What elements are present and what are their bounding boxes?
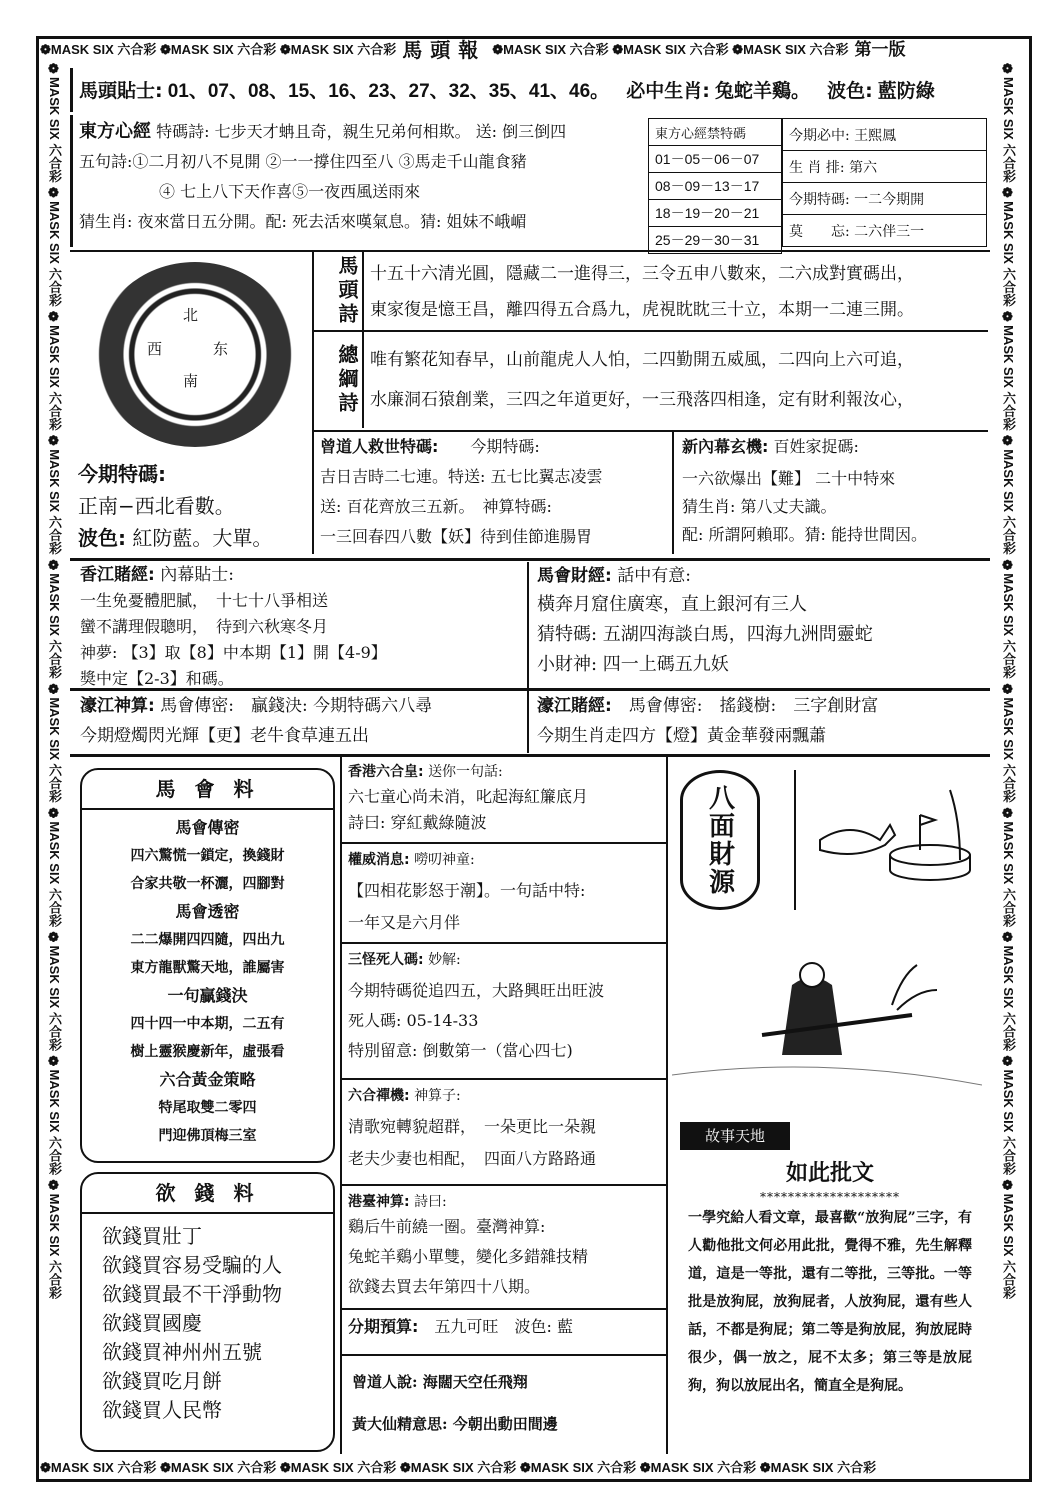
haojiang-calc-line: 馬會傳密: 贏錢決: 今期特碼六八尋 [160, 696, 433, 716]
five-poem-line-1: ①二月初八不見開 ②一一撐住四至八 ③馬走千山龍食豬 [132, 152, 527, 171]
border-pattern: ❁MASK SIX 六合彩 ❁MASK SIX 六合彩 ❁MASK SIX 六合彩 ❁MASK SIX 六合彩 ❁MASK SIX 六合彩 ❁MASK SIX 六合彩 ❁MASK SIX 六合彩 ❁MASK SIX 六合彩 ❁MASK SIX 六合彩 ❁MASK SIX 六合彩 [1001, 62, 1016, 1300]
section-title: 馬會透密 [175, 902, 240, 921]
gt-title: 港臺神算: [348, 1194, 410, 1210]
left-border-strip [40, 62, 68, 1454]
special-color: 紅防藍。大單。 [132, 526, 273, 550]
authority-block [342, 844, 666, 944]
haojiang-bet-block [527, 691, 989, 753]
five-poem-line-2: ④ 七上八下天作喜⑤一夜西風送雨來 [159, 182, 421, 201]
budget-block [342, 1310, 666, 1356]
compass-west: 西 [147, 340, 163, 358]
tips-row [70, 68, 990, 112]
money-box-title: 欲 錢 料 [82, 1174, 333, 1214]
info-label: 今期必中: [789, 127, 850, 144]
special-code-block [78, 458, 308, 554]
story-text: 一學究給人看文章，最喜歡“放狗屁”三字，有人勸他批文何必用此批，覺得不雅，先生解釋道，這是一等批，還有二等批，三等批。一等批是放狗屁，放狗屁者，人放狗屁，還有些人話，不都是狗屁；第二等是狗放屁，狗放屁時很少，偶一放之，屁不太多；第三等是放屁狗，狗以放屁出名，簡直全是狗屁。 [688, 1210, 972, 1394]
xiangjiang-title: 香江賭經: [80, 565, 155, 585]
zeng-sub: 今期特碼: [470, 437, 540, 456]
story-block [680, 1156, 980, 1400]
auth-title: 權威消息: [348, 852, 410, 868]
mahui-material-box [80, 768, 335, 1163]
poem-line: 水廉洞石猿創業，三四之年道更好，一三飛落四相逢，定有財利報汝心， [370, 390, 914, 410]
section-title: 一句贏錢決 [167, 986, 248, 1005]
border-pattern: ❁MASK SIX 六合彩 ❁MASK SIX 六合彩 ❁MASK SIX 六合彩 ❁MASK SIX 六合彩 ❁MASK SIX 六合彩 ❁MASK SIX 六合彩 ❁MASK SIX 六合彩 ❁MASK SIX 六合彩 ❁MASK SIX 六合彩 ❁MASK SIX 六合彩 [47, 62, 62, 1300]
header-title: 馬頭報 [402, 38, 487, 62]
money-item: 欲錢買國慶 [102, 1311, 202, 1335]
poem-line: 唯有繁花知春早，山前龍虎人人怕，二四勤開五威風，二四向上六可追， [370, 350, 914, 370]
guess-zodiac: 猜生肖: 夜來當日五分開。配: 死去活來嘆氣息。猜: 姐妹不峨嵋 [79, 212, 527, 231]
hk-block [342, 756, 666, 844]
box-line: 四十四一中本期，二五有 [130, 1016, 285, 1032]
info-label: 生 肖 排: [789, 159, 845, 176]
gt-line: 兔蛇羊鷄小單雙，變化多錯雜技精 [348, 1247, 589, 1266]
insider-title: 新內幕玄機: [682, 437, 769, 456]
bottom-border-strip [40, 1456, 1028, 1480]
hk-sub: 送你一句話: [428, 764, 503, 780]
budget-title: 分期預算: [348, 1317, 419, 1336]
zen-line: 清歌宛轉貌超群， 一朵更比一朵親 [348, 1117, 597, 1136]
haojiang-calc-block [72, 691, 527, 753]
box-line: 東方龍獸驚天地，誰屬害 [130, 960, 285, 976]
section-title: 馬會傳密 [175, 818, 240, 837]
top-border-strip [40, 38, 1028, 62]
dead-line: 今期特碼從追四五，大路興旺出旺波 [348, 981, 605, 1000]
tips-label: 馬頭貼士: [79, 80, 163, 102]
box-line: 特尾取雙二零四 [158, 1100, 257, 1116]
zen-block [342, 1080, 666, 1186]
xiangjiang-sub: 內幕貼士: [160, 565, 234, 585]
zen-title: 六合禪機: [348, 1088, 410, 1104]
info-value: 一二今期開 [854, 191, 925, 208]
haojiang-bet-title: 濠江賭經: [537, 696, 612, 716]
mahui-box-title: 馬 會 料 [82, 770, 333, 810]
box-line: 二二爆開四四隨，四出九 [130, 932, 285, 948]
zeng-title: 曾道人救世特碼: [320, 437, 439, 456]
border-pattern: ❁MASK SIX 六合彩 ❁MASK SIX 六合彩 ❁MASK SIX 六合彩 [492, 42, 849, 57]
haojiang-bet-line: 今期生肖走四方【燈】黃金華發兩飄蕭 [537, 726, 826, 746]
budget-value: 五九可旺 [434, 1317, 499, 1336]
finance-line: 猜特碼: 五湖四海談白馬，四海九洲問靈蛇 [537, 624, 873, 645]
insider-sub: 百姓家捉碼: [773, 437, 859, 456]
info-label: 莫 忘: [789, 223, 850, 240]
poem-line: 十五十六清光圓，隱藏二一進得三，三令五申八數來，二六成對實碼出， [370, 264, 914, 284]
ban-table-header: 東方心經禁特碼 [649, 119, 782, 146]
info-label: 今期特碼: [789, 191, 850, 208]
section-title: 六合黃金策略 [159, 1070, 256, 1089]
special-color-label: 波色: [78, 526, 126, 550]
box-line: 門迎佛頂梅三室 [158, 1128, 257, 1144]
border-pattern: ❁MASK SIX 六合彩 ❁MASK SIX 六合彩 ❁MASK SIX 六合彩 ❁MASK SIX 六合彩 ❁MASK SIX 六合彩 ❁MASK SIX 六合彩 ❁MASK SIX 六合彩 [40, 1460, 877, 1475]
general-poem-title: 總綱詩 [314, 332, 364, 428]
zeng-line: 一三回春四八數【妖】待到佳節進腸胃 [320, 527, 593, 546]
xiangjiang-line: 一生免憂體肥膩， 十七十八爭相送 [80, 591, 329, 610]
zen-sub: 神算子: [414, 1088, 461, 1104]
dead-sub: 妙解: [428, 952, 461, 968]
box-line: 樹上靈猴慶新年，虛張看 [130, 1044, 285, 1060]
money-item: 欲錢買人民幣 [102, 1398, 222, 1422]
poem-line: 東家復是憶王昌，離四得五合爲九，虎視眈眈三十立，本期一二連三開。 [370, 300, 914, 320]
divider [70, 558, 990, 561]
xiangjiang-line: 神夢: 【3】取【8】中本期【1】開【4-9】 [80, 643, 387, 662]
five-poem-label: 五句詩: [79, 152, 133, 171]
gt-line: 欲錢去買去年第四十八期。 [348, 1277, 541, 1296]
dead-line: 特別留意: 倒數第一（當心四七) [348, 1041, 573, 1060]
insider-line: 一六欲爆出【難】 二十中特來 [682, 469, 896, 488]
zeng-block [312, 432, 672, 554]
haojiang-bet-line: 馬會傳密: 搖錢樹: 三字創財富 [628, 696, 879, 716]
money-item: 欲錢買最不干淨動物 [102, 1282, 282, 1306]
xiangjiang-line: 蠻不講理假聰明， 待到六秋寒冬月 [80, 617, 329, 636]
zeng-saying: 曾道人說: 海闊天空任飛翔 [352, 1373, 528, 1391]
mahui-finance-block [527, 562, 989, 688]
gt-sub: 詩曰: [414, 1194, 447, 1210]
scholar-illustration [672, 945, 982, 1110]
auth-line: 一年又是六月伴 [348, 913, 461, 932]
fortune-badge [680, 770, 760, 910]
border-pattern: ❁MASK SIX 六合彩 ❁MASK SIX 六合彩 ❁MASK SIX 六合彩 [40, 42, 397, 57]
budget-color: 藍 [556, 1317, 573, 1336]
horse-poem-title: 馬頭詩 [314, 252, 364, 330]
color-label: 波色: [827, 80, 873, 102]
wong-saying: 黃大仙精意思: 今朝出動田間邊 [352, 1415, 558, 1433]
special-line: 正南−西北看數。 [78, 494, 235, 518]
gt-line: 鷄后牛前繞一圈。臺灣神算: [348, 1217, 546, 1236]
finance-line: 橫奔月窟住廣寒，直上銀河有三人 [537, 594, 807, 615]
zeng-line: 送: 百花齊放三五新。 神算特碼: [320, 497, 552, 516]
xiangjiang-line: 獎中定【2-3】和碼。 [80, 669, 234, 688]
insider-line: 猜生肖: 第八丈夫識。 [682, 497, 837, 516]
info-value: 第六 [849, 159, 878, 176]
eastern-title: 東方心經 [79, 121, 151, 142]
ban-row: 08－09－13－17 [649, 173, 782, 200]
poems-block [312, 252, 988, 430]
ban-table [648, 118, 782, 254]
eastern-poem: 特碼詩: 七步天才蚺且奇，親生兄弟何相欺。 送: 倒三倒四 [156, 122, 567, 141]
compass-image [95, 262, 295, 447]
zeng-line: 吉日吉時二七連。特送: 五七比翼志凌雲 [320, 467, 603, 486]
auth-sub: 嘮叨神童: [414, 852, 475, 868]
xiangjiang-block [72, 562, 527, 688]
hk-title: 香港六合皇: [348, 764, 424, 780]
side-info [782, 118, 987, 247]
money-item: 欲錢買壯丁 [102, 1224, 202, 1248]
deer-illustration [770, 770, 980, 910]
dead-title: 三怪死人碼: [348, 952, 424, 968]
zodiac-value: 兔蛇羊鷄。 [714, 80, 810, 102]
gangtai-block [342, 1186, 666, 1310]
story-title: 如此批文 [785, 1160, 874, 1186]
zen-line: 老夫少妻也相配， 四面八方路路通 [348, 1149, 597, 1168]
haojiang-calc-line: 今期燈燭閃光輝【更】老牛食草連五出 [80, 726, 369, 746]
mahui-finance-title: 馬會財經: [537, 566, 612, 586]
insider-line: 配: 所謂阿賴耶。猜: 能持世間因。 [682, 525, 927, 544]
ban-row: 25－29－30－31 [649, 227, 782, 254]
money-item: 欲錢買容易受騙的人 [102, 1253, 282, 1277]
finance-line: 小財神: 四一上碼五九妖 [537, 654, 729, 675]
hk-line: 詩曰: 穿紅戴綠隨波 [348, 813, 487, 832]
compass-south: 南 [183, 372, 199, 390]
zodiac-label: 必中生肖: [626, 80, 710, 102]
box-line: 合家共敬一杯灑，四腳對 [130, 876, 285, 892]
color-value: 藍防綠 [877, 80, 935, 102]
info-value: 二六伴三一 [854, 223, 925, 240]
right-border-strip [994, 62, 1022, 1454]
ban-row: 18－19－20－21 [649, 200, 782, 227]
fortune-badge-text: 八面財源 [704, 784, 735, 896]
mahui-finance-sub: 話中有意: [617, 566, 691, 586]
edition-label: 第一版 [854, 40, 906, 60]
money-item: 欲錢買吃月餅 [102, 1369, 222, 1393]
eastern-heart-block [70, 115, 648, 247]
dead-code-block [342, 944, 666, 1080]
budget-color-label: 波色: [514, 1317, 552, 1336]
money-item: 欲錢買神州州五號 [102, 1340, 262, 1364]
compass-north: 北 [183, 306, 199, 324]
story-stars: ******************** [760, 1190, 900, 1204]
auth-line: 【四相花影怒于潮】。一句話中特: [348, 881, 586, 900]
insider-block [672, 432, 988, 554]
middle-column [340, 756, 668, 1454]
info-value: 王熙鳳 [854, 127, 897, 144]
hk-line: 六七童心尚未消，叱起海紅簾底月 [348, 787, 589, 806]
box-line: 四六驚慌一鎖定，換錢財 [130, 848, 285, 864]
special-title: 今期特碼: [78, 462, 166, 486]
money-material-box [80, 1172, 335, 1452]
haojiang-calc-title: 濠江神算: [80, 696, 155, 716]
dead-line: 死人碼: 05-14-33 [348, 1011, 479, 1030]
tips-numbers: 01、07、08、15、16、23、27、32、35、41、46。 [167, 81, 610, 102]
compass-east: 东 [213, 340, 229, 358]
ban-row: 01－05－06－07 [649, 146, 782, 173]
sayings-block [342, 1356, 666, 1450]
story-tag: 故事天地 [680, 1122, 790, 1150]
